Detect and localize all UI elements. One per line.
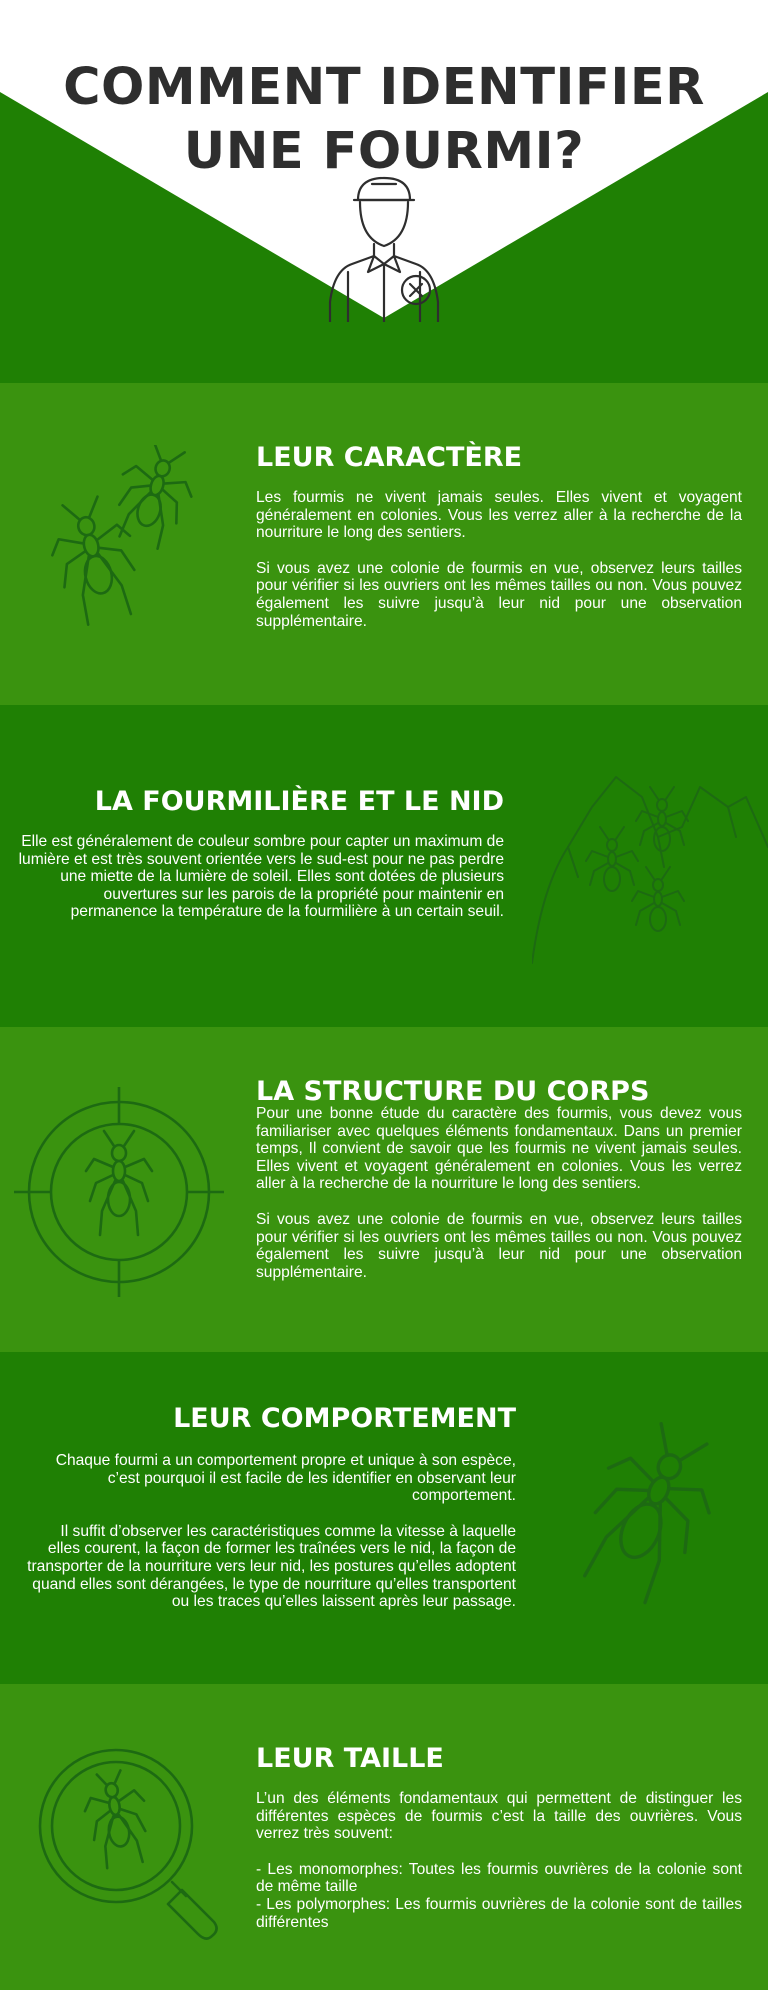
large-ant-icon	[552, 1422, 742, 1612]
ant-magnifying-glass-icon	[36, 1746, 226, 1946]
section-paragraph: L’un des éléments fondamentaux qui permettent de distinguer les différentes espèces de fourmis c’est la taille des ouvrières. Vous verrez très souvent:	[256, 1790, 742, 1843]
page-title	[0, 56, 768, 184]
section-paragraph: Si vous avez une colonie de fourmis en vue, observez leurs tailles pour vérifier si les ouvriers ont les mêmes tailles ou non. Vous pouvez également les suivre jusqu’à leur nid pour une observation supplémentaire.	[256, 1210, 742, 1281]
exterminator-worker-icon	[312, 172, 456, 327]
section-title: LA FOURMILIÈRE ET LE NID	[94, 786, 504, 817]
section-paragraph: - Les monomorphes: Toutes les fourmis ouvrières de la colonie sont de même taille - Les polymorphes: Les fourmis ouvrières de la colonie sont de tailles différentes	[256, 1860, 742, 1931]
section-caractere	[0, 383, 768, 705]
section-body	[16, 833, 504, 921]
section-taille	[0, 1684, 768, 1990]
section-paragraph: Il suffit d’observer les caractéristiques comme la vitesse à laquelle elles courent, la façon de former les traînées vers le nid, la façon de transporter de la nourriture vers leur nid, les postures qu’elles adoptent quand elles sont dérangées, le type de nourriture qu’elles transportent ou les traces qu’elles laissent après leur passage.	[27, 1522, 516, 1611]
section-paragraph: Elle est généralement de couleur sombre pour capter un maximum de lumière et est très souvent orientée vers le sud-est pour ne pas perdre une miette de la lumière de soleil. Elles sont dotées de plusieurs ouvertures sur les parois de la propriété pour maintenir en permanence la température de la fourmilière à un certain seuil.	[18, 833, 504, 921]
two-ants-icon	[46, 445, 216, 655]
section-paragraph: Si vous avez une colonie de fourmis en vue, observez leurs tailles pour vérifier si les ouvriers ont les mêmes tailles ou non. Vous pouvez également les suivre jusqu’à leur nid pour une observation supplémentaire.	[256, 559, 742, 630]
section-paragraph: Les fourmis ne vivent jamais seules. Elles vivent et voyagent généralement en colonies. Vous les verrez aller à la recherche de la nourriture le long des sentiers.	[256, 489, 742, 542]
section-body	[256, 1105, 742, 1281]
section-body	[256, 489, 742, 630]
section-title: LEUR CARACTÈRE	[256, 442, 523, 473]
page-title-line-1: COMMENT IDENTIFIER	[63, 58, 705, 117]
section-structure-corps	[0, 1027, 768, 1352]
section-paragraph: Pour une bonne étude du caractère des fourmis, vous devez vous familiariser avec quelques éléments fondamentaux. Dans un premier temps, Il convient de savoir que les fourmis ne vivent jamais seules. Elles vivent et voyagent généralement en colonies. Vous les verrez aller à la recherche de la nourriture le long des sentiers.	[256, 1105, 742, 1193]
section-comportement	[0, 1352, 768, 1684]
section-title: LA STRUCTURE DU CORPS	[256, 1076, 650, 1107]
section-title: LEUR TAILLE	[256, 1743, 444, 1774]
section-title: LEUR COMPORTEMENT	[173, 1403, 516, 1434]
ant-target-crosshair-icon	[14, 1087, 224, 1297]
header	[0, 0, 768, 383]
anthill-ants-icon	[532, 767, 768, 967]
section-body	[256, 1790, 742, 1931]
section-paragraph: Chaque fourmi a un comportement propre et unique à son espèce, c’est pourquoi il est facile de les identifier en observant leur comportement.	[55, 1452, 516, 1505]
section-fourmiliere	[0, 705, 768, 1027]
page-title-line-2: UNE FOURMI?	[183, 122, 585, 181]
section-body	[26, 1452, 516, 1611]
